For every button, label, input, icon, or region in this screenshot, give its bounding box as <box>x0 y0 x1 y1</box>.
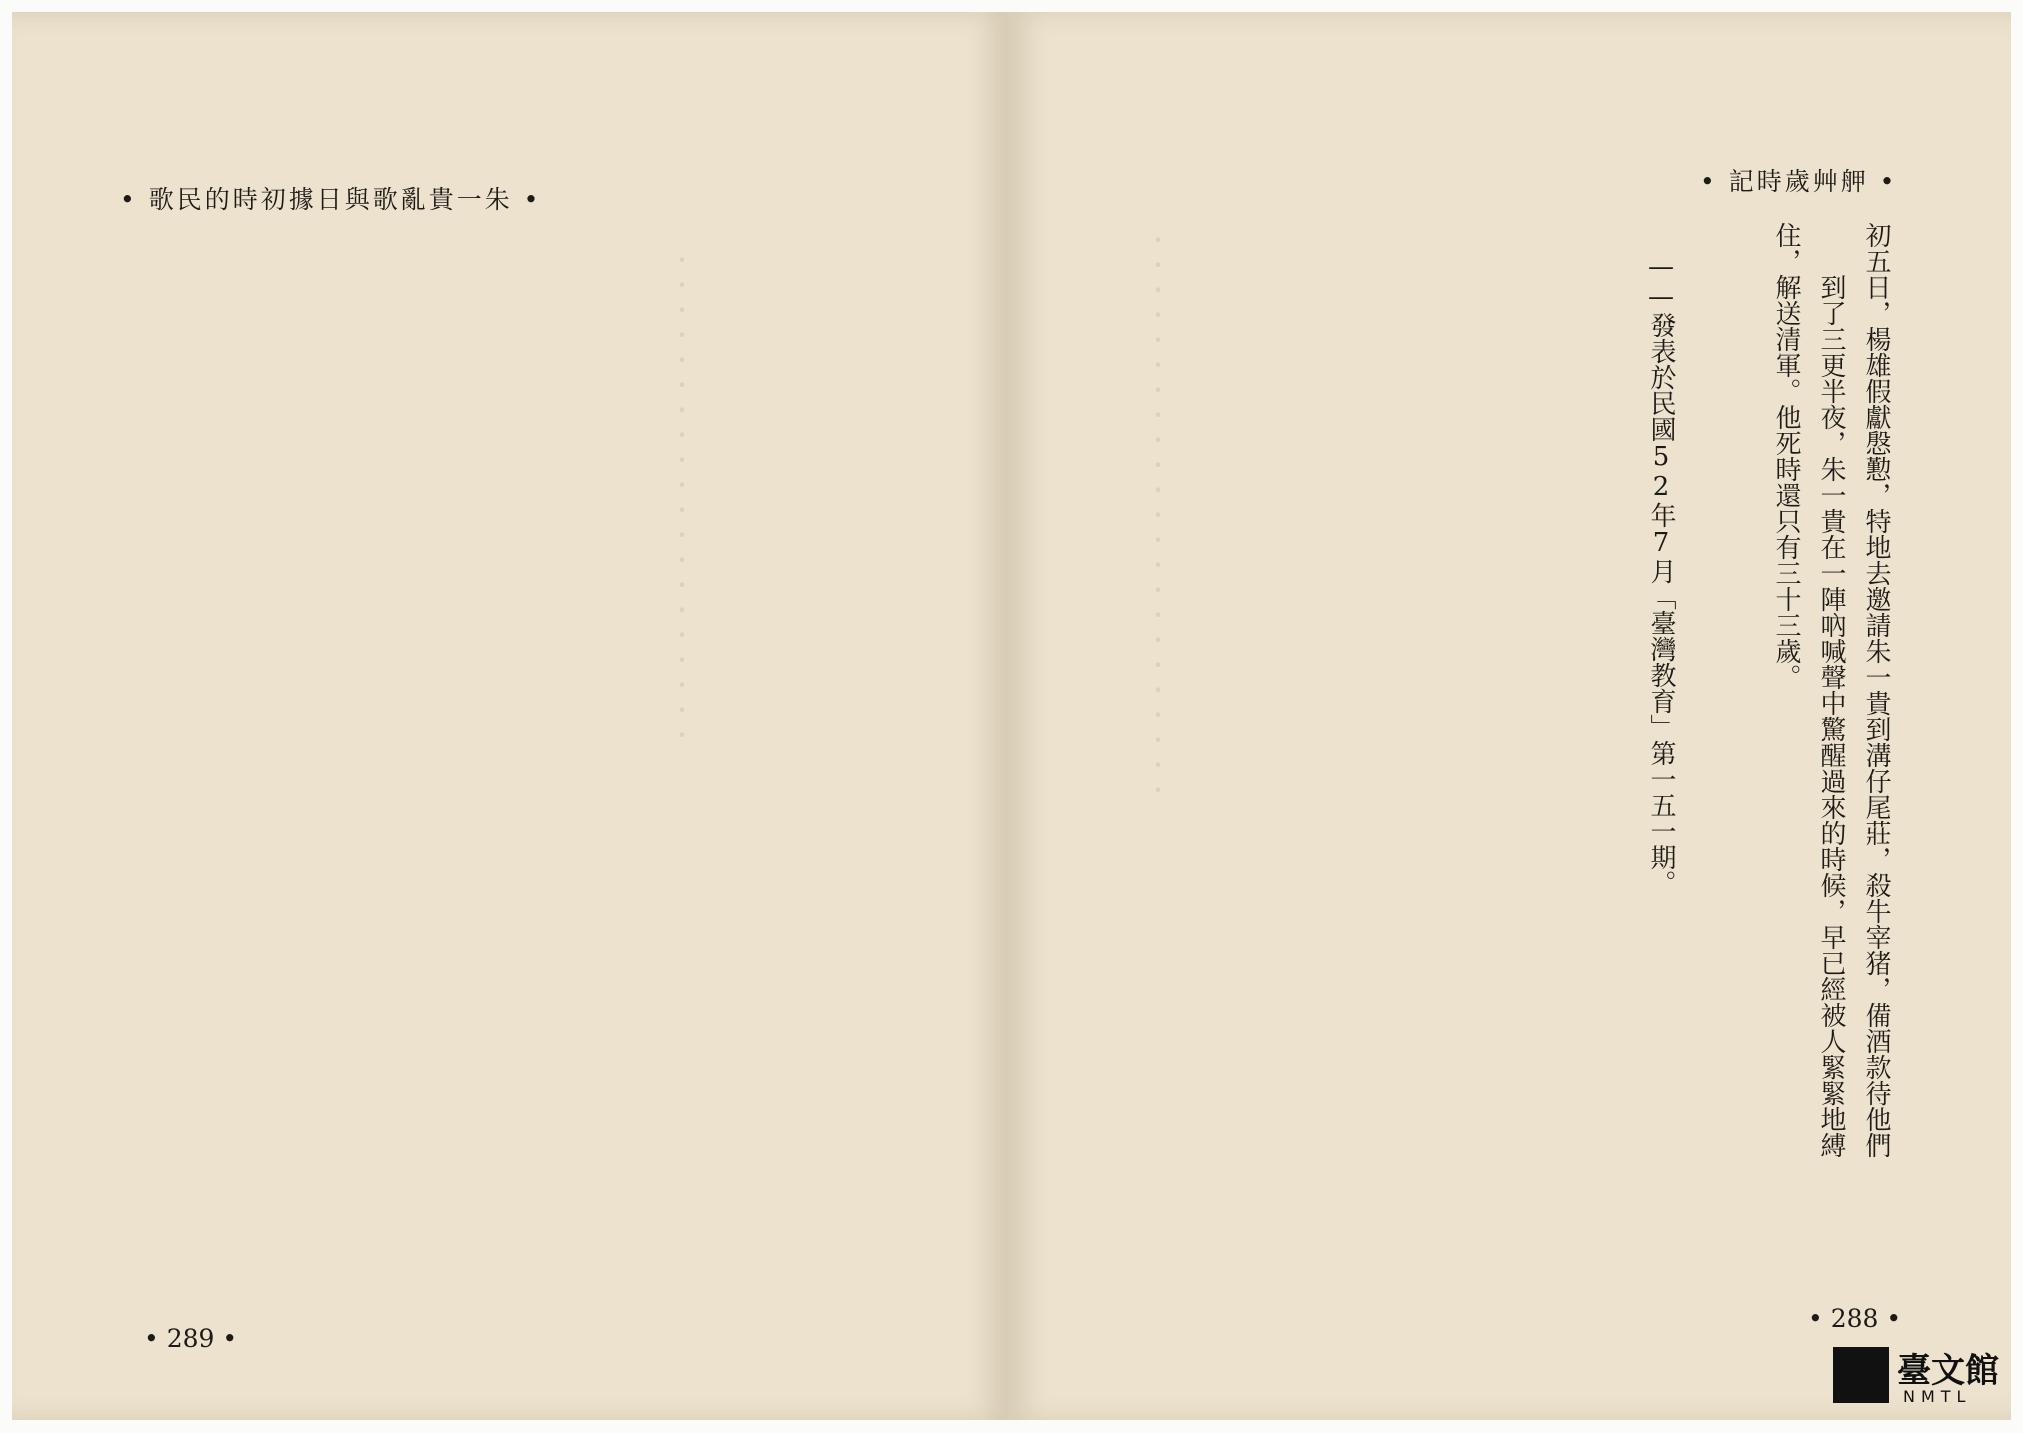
right-page <box>1008 12 2011 1420</box>
body-column: 到了三更半夜，朱一貴在一陣吶喊聲中驚醒過來的時候，早已經被人緊緊地縛 <box>1816 274 1846 1158</box>
body-column: 初五日，楊雄假獻慇懃，特地去邀請朱一貴到溝仔尾莊，殺牛宰猪，備酒款待他們 <box>1861 222 1891 1158</box>
show-through-text: ・・・・・・・・・・・・・・・・・・・・ <box>666 247 695 747</box>
running-header: • 記時歲艸舺 • <box>1700 167 1898 196</box>
running-header: • 歌民的時初據日與歌亂貴一朱 • <box>120 185 542 214</box>
nmtl-mark-icon <box>1833 1347 1889 1403</box>
nmtl-logo <box>1833 1343 2003 1423</box>
page-number: • 288 • <box>1808 1304 1902 1333</box>
logo-text: 臺文館 <box>1897 1351 1999 1391</box>
show-through-text: ・・・・・・・・・・・・・・・・・・・・・・・ <box>1142 227 1171 802</box>
body-column: 住，解送清軍。他死時還只有三十三歲。 <box>1771 222 1801 690</box>
source-note: ——發表於民國52年7月「臺灣教育」第一五一期。 <box>1646 252 1676 896</box>
page-number: • 289 • <box>144 1324 238 1353</box>
left-page <box>12 12 1009 1420</box>
logo-abbr: NMTL <box>1903 1387 1972 1406</box>
